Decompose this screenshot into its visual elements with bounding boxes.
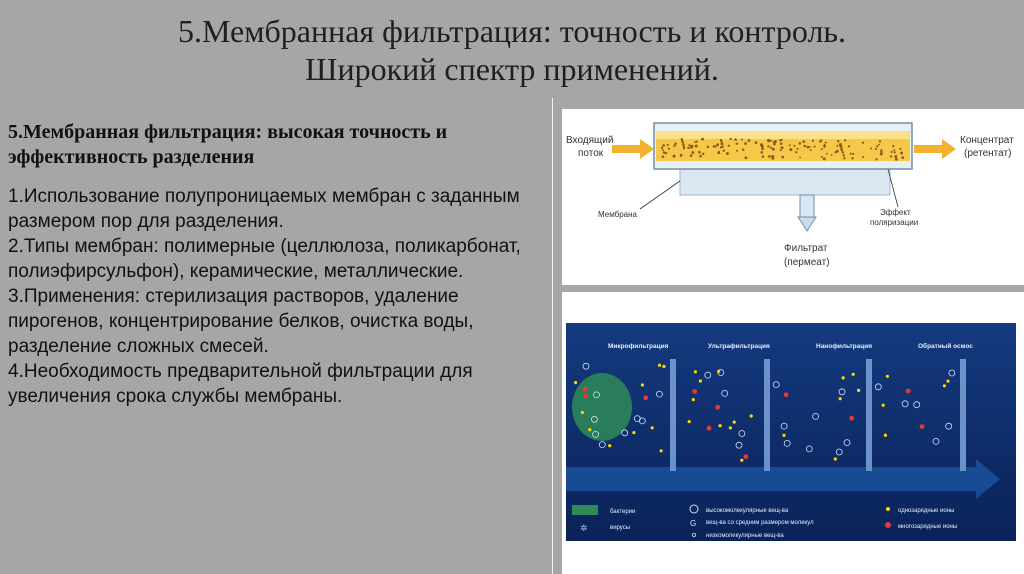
particle-dot — [821, 156, 823, 158]
particle-dot — [662, 144, 665, 147]
particle-dot — [767, 145, 769, 147]
particle-dot — [720, 140, 722, 142]
multi-ion-dot — [583, 394, 588, 399]
particle-dot — [821, 148, 823, 150]
inlet-label-line2: поток — [578, 148, 604, 159]
particle-dot — [699, 155, 702, 158]
inlet-arrow-icon — [612, 139, 654, 159]
particle-dot — [901, 153, 903, 155]
stage-reverse-osmosis: Обратный осмос — [918, 343, 973, 350]
single-ion-dot — [608, 444, 611, 447]
particle-dot — [721, 142, 724, 145]
multi-ion-icon — [885, 522, 891, 528]
particle-dot — [696, 141, 698, 143]
particle-dot — [736, 142, 738, 144]
particle-dot — [663, 151, 665, 153]
single-ion-dot — [688, 420, 691, 423]
separation-spectrum-panel — [562, 292, 1024, 574]
particle-dot — [852, 153, 854, 155]
particle-dot — [802, 140, 805, 143]
single-ion-dot — [588, 428, 591, 431]
particle-dot — [770, 147, 772, 149]
filtration-diagram-svg — [562, 109, 1024, 285]
stage-ultrafiltration: Ультрафильтрация — [708, 343, 770, 350]
particle-dot — [837, 140, 839, 142]
particle-dot — [779, 139, 781, 141]
particle-dot — [673, 145, 675, 147]
legend-multi-ions: многозарядные ионы — [898, 524, 958, 530]
filtration-diagram — [562, 109, 1024, 285]
single-ion-dot — [651, 426, 654, 429]
multi-ion-dot — [582, 387, 587, 392]
particle-dot — [668, 148, 670, 150]
particle-dot — [690, 154, 693, 157]
particle-dot — [780, 142, 783, 145]
particle-dot — [890, 155, 892, 157]
particle-dot — [901, 156, 904, 159]
particle-dot — [680, 155, 682, 157]
particle-dot — [836, 150, 839, 153]
single-ion-dot — [733, 421, 736, 424]
list-item: 4.Необходимость предварительной фильтрации для увеличения срока службы мембраны. — [8, 361, 473, 407]
particle-dot — [772, 148, 775, 151]
particle-dot — [748, 139, 751, 142]
particle-dot — [675, 143, 677, 145]
legend-single-ions: однозарядные ионы — [898, 508, 955, 514]
filtrate-label-line1: Фильтрат — [784, 243, 828, 254]
particle-dot — [810, 149, 812, 151]
particle-dot — [773, 143, 776, 146]
single-ion-dot — [699, 379, 702, 382]
particle-dot — [879, 140, 881, 142]
particle-dot — [843, 157, 845, 159]
particle-dot — [804, 145, 807, 148]
virus-icon: ✲ — [580, 523, 588, 533]
single-ion-dot — [740, 459, 743, 462]
filtrate-arrow-icon — [798, 217, 816, 231]
particle-dot — [799, 157, 801, 159]
single-ion-dot — [750, 414, 753, 417]
particle-dot — [702, 153, 704, 155]
particle-dot — [836, 145, 838, 147]
particle-dot — [781, 156, 784, 159]
list-item: 1.Использование полупроницаемых мембран с заданным размером пор для разделения. — [8, 186, 520, 232]
multi-ion-dot — [643, 395, 648, 400]
particle-dot — [698, 151, 701, 154]
particle-dot — [891, 151, 893, 153]
particle-dot — [823, 145, 826, 148]
particle-dot — [687, 147, 689, 149]
single-ion-dot — [884, 434, 887, 437]
list-item: 2.Типы мембран: полимерные (целлюлоза, поликарбонат, полиэфирсульфон), керамические, металлические. — [8, 236, 521, 282]
slide-title-line2: Широкий спектр применений. — [305, 51, 719, 87]
single-ion-dot — [852, 373, 855, 376]
particle-dot — [899, 148, 901, 150]
particle-dot — [831, 154, 833, 156]
single-ion-dot — [692, 398, 695, 401]
particle-dot — [661, 147, 663, 149]
separation-spectrum-svg — [566, 323, 1016, 541]
concentrate-label-line2: (ретентат) — [964, 148, 1012, 159]
list-item: 3.Применения: стерилизация растворов, удаление пирогенов, концентрирование белков, очистка воды, разделение сложных смесей. — [8, 286, 474, 357]
particle-dot — [850, 153, 852, 155]
particle-dot — [755, 141, 758, 144]
particle-dot — [823, 157, 826, 160]
particle-dot — [721, 145, 723, 147]
particle-dot — [793, 145, 795, 147]
single-ion-dot — [886, 375, 889, 378]
particle-dot — [843, 154, 845, 156]
particle-dot — [876, 145, 878, 147]
particle-dot — [789, 148, 792, 151]
membrane-bar — [960, 359, 966, 471]
particle-dot — [797, 148, 799, 150]
particle-dot — [726, 152, 729, 155]
particle-dot — [691, 151, 694, 154]
particle-dot — [701, 138, 704, 141]
particle-dot — [744, 142, 747, 145]
single-ion-dot — [717, 370, 720, 373]
vertical-divider — [552, 98, 553, 574]
polarization-label-line1: Эффект — [880, 208, 911, 217]
particle-dot — [717, 152, 719, 154]
legend-bacteria-swatch — [572, 505, 598, 515]
particle-dot — [688, 144, 690, 146]
particle-dot — [812, 140, 814, 142]
legend-high-molecular: высокомолекулярные вещ-ва — [706, 508, 789, 514]
membrane-bar — [866, 359, 872, 471]
multi-ion-dot — [906, 389, 911, 394]
section-subheading: 5.Мембранная фильтрация: высокая точность и эффективность разделения — [8, 121, 448, 168]
multi-ion-dot — [715, 405, 720, 410]
particle-dot — [826, 153, 828, 155]
feed-channel-highlight — [656, 131, 910, 139]
particle-dot — [771, 157, 774, 160]
particle-dot — [875, 148, 877, 150]
particle-dot — [730, 138, 732, 140]
single-ion-dot — [842, 376, 845, 379]
particle-dot — [795, 151, 797, 153]
single-ion-dot — [660, 449, 663, 452]
medium-molecular-icon: G — [690, 519, 697, 528]
single-ion-dot — [641, 383, 644, 386]
particle-dot — [761, 147, 764, 150]
particle-dot — [683, 147, 685, 149]
single-ion-dot — [581, 411, 584, 414]
polarization-label-line2: поляризации — [870, 218, 919, 227]
stage-nanofiltration: Нанофильтрация — [816, 343, 872, 350]
multi-ion-dot — [707, 426, 712, 431]
text-content — [8, 120, 548, 409]
inlet-label-line1: Входящий — [566, 135, 614, 146]
particle-dot — [762, 155, 764, 157]
particle-dot — [892, 145, 894, 147]
membrane-label: Мембрана — [598, 210, 637, 219]
filtrate-label-line2: (пермеат) — [784, 257, 830, 268]
single-ion-dot — [882, 404, 885, 407]
legend-viruses: вирусы — [610, 525, 631, 531]
single-ion-dot — [662, 365, 665, 368]
particle-dot — [862, 142, 864, 144]
particle-dot — [734, 138, 737, 141]
legend-medium-molecular: вещ-ва со средним размером молекул — [706, 520, 814, 526]
multi-ion-dot — [692, 389, 697, 394]
particle-dot — [716, 144, 718, 146]
single-ion-dot — [658, 364, 661, 367]
particle-dot — [667, 144, 669, 146]
single-ion-dot — [574, 381, 577, 384]
single-ion-dot — [729, 426, 732, 429]
legend-bacteria: бактерии — [610, 509, 636, 515]
outlet-arrow-icon — [914, 139, 956, 159]
particle-dot — [848, 145, 850, 147]
particle-dot — [781, 147, 783, 149]
particle-dot — [780, 149, 782, 151]
single-ion-dot — [632, 431, 635, 434]
particle-dot — [741, 139, 743, 141]
separation-spectrum-image — [566, 323, 1016, 541]
single-ion-dot — [943, 384, 946, 387]
single-ion-dot — [782, 434, 785, 437]
particle-dot — [895, 158, 898, 161]
membrane-bar — [670, 359, 676, 471]
particle-dot — [789, 144, 791, 146]
particle-dot — [814, 146, 816, 148]
particle-dot — [893, 149, 895, 151]
multi-ion-dot — [849, 416, 854, 421]
membrane-bar — [764, 359, 770, 471]
particle-dot — [862, 156, 864, 158]
single-ion-icon — [886, 507, 890, 511]
particle-dot — [772, 155, 774, 157]
single-ion-dot — [834, 457, 837, 460]
particle-dot — [728, 145, 730, 147]
particle-dot — [736, 150, 738, 152]
particle-dot — [662, 155, 665, 158]
particle-dot — [742, 149, 744, 151]
particle-dot — [880, 152, 883, 155]
particle-dot — [723, 150, 725, 152]
particle-dot — [894, 151, 896, 153]
particle-dot — [825, 141, 827, 143]
single-ion-dot — [694, 370, 697, 373]
slide-title-line1: 5.Мембранная фильтрация: точность и контроль. — [178, 13, 846, 49]
particle-dot — [768, 155, 771, 158]
particle-dot — [715, 145, 717, 147]
membrane-leader-line — [640, 181, 680, 209]
multi-ion-dot — [920, 424, 925, 429]
particle-dot — [875, 158, 877, 160]
particle-dot — [842, 151, 844, 153]
slide-title — [0, 12, 1024, 88]
particle-dot — [878, 144, 880, 146]
particle-dot — [851, 157, 853, 159]
single-ion-dot — [839, 397, 842, 400]
multi-ion-dot — [784, 392, 789, 397]
concentrate-label-line1: Концентрат — [960, 135, 1014, 146]
multi-ion-dot — [744, 454, 749, 459]
particle-dot — [819, 141, 821, 143]
particle-dot — [761, 151, 764, 154]
single-ion-dot — [946, 380, 949, 383]
filtrate-pipe — [800, 195, 814, 217]
particle-dot — [839, 145, 842, 148]
legend-low-molecular: низкомолекулярные вещ-ва — [706, 533, 784, 539]
particle-dot — [665, 152, 667, 154]
stage-microfiltration: Микрофильтрация — [608, 343, 669, 350]
particle-dot — [844, 139, 846, 141]
particle-dot — [767, 139, 770, 142]
particle-dot — [761, 145, 764, 148]
particle-dot — [695, 145, 698, 148]
single-ion-dot — [719, 424, 722, 427]
particle-dot — [713, 145, 716, 148]
particle-dot — [673, 155, 676, 158]
particle-dot — [894, 155, 897, 158]
particle-dot — [799, 142, 802, 145]
particle-dot — [770, 140, 772, 142]
particle-dot — [691, 145, 694, 148]
single-ion-dot — [857, 389, 860, 392]
particle-dot — [841, 149, 843, 151]
particle-dot — [662, 149, 664, 151]
particle-dot — [870, 148, 872, 150]
particle-dot — [707, 146, 709, 148]
particle-dot — [745, 157, 748, 160]
particle-dot — [809, 146, 811, 148]
